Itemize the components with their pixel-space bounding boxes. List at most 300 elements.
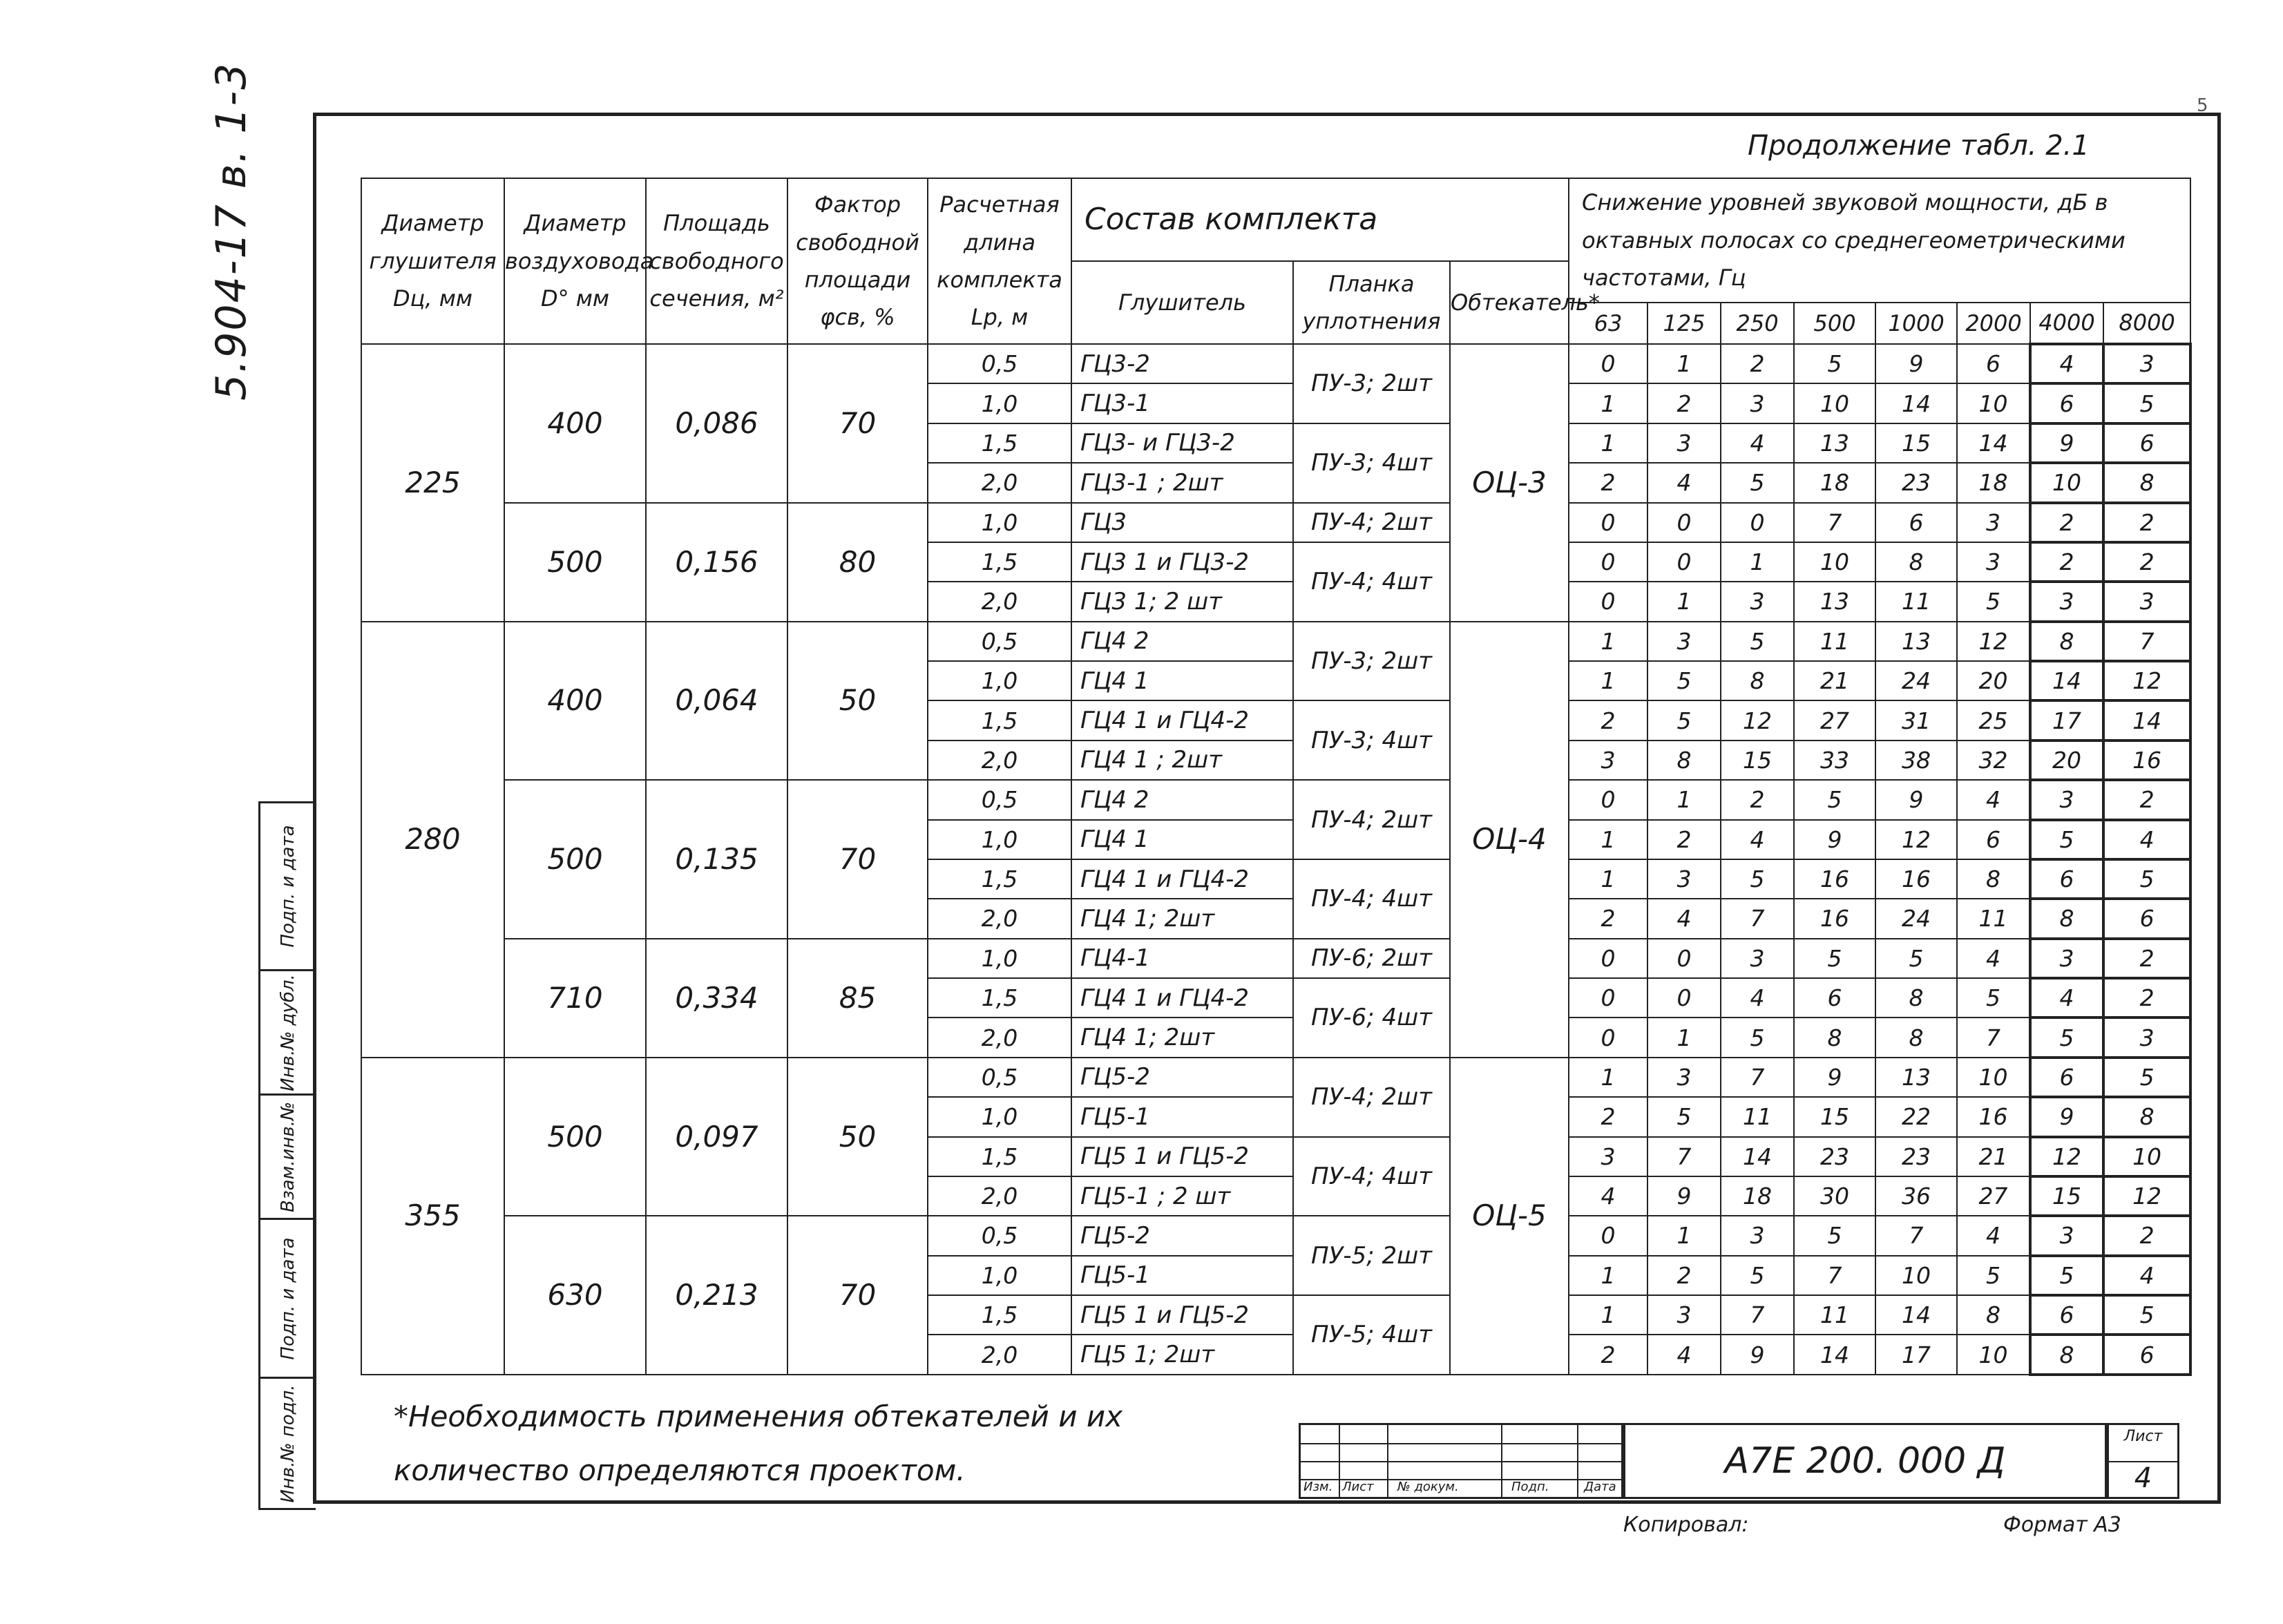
silencer-diameter-cell: 280 xyxy=(361,622,504,1058)
title-block-grid xyxy=(1299,1423,1623,1499)
reduction-cell-500: 7 xyxy=(1794,503,1875,542)
duct-diameter-cell: 500 xyxy=(504,780,646,939)
reduction-cell-500: 16 xyxy=(1794,899,1875,938)
freq-63: 63 xyxy=(1569,303,1647,344)
silencer-diameter-cell: 225 xyxy=(361,344,504,622)
silencer-cell: ГЦ3 xyxy=(1071,503,1293,542)
length-cell: 1,0 xyxy=(928,503,1071,542)
silencer-cell: ГЦ4 1 и ГЦ4-2 xyxy=(1071,859,1293,899)
plate-cell: ПУ-3; 2шт xyxy=(1293,622,1450,701)
reduction-cell-63: 2 xyxy=(1569,463,1647,502)
reduction-cell-63: 1 xyxy=(1569,423,1647,463)
reduction-cell-1000: 17 xyxy=(1875,1335,1957,1374)
reduction-cell-125: 3 xyxy=(1647,1295,1721,1335)
reduction-cell-1000: 15 xyxy=(1875,423,1957,463)
reduction-cell-125: 3 xyxy=(1647,423,1721,463)
reduction-cell-8000: 5 xyxy=(2103,859,2190,899)
sheet-code: 5.904-17 в. 1-3 xyxy=(207,61,256,401)
length-cell: 2,0 xyxy=(928,899,1071,938)
reduction-cell-8000: 3 xyxy=(2103,1018,2190,1057)
reduction-cell-4000: 14 xyxy=(2030,661,2103,700)
reduction-cell-250: 5 xyxy=(1721,622,1794,661)
side-cell-signature-date-2: Подп. и дата xyxy=(278,825,298,948)
plate-cell: ПУ-5; 4шт xyxy=(1293,1295,1450,1375)
reduction-cell-125: 5 xyxy=(1647,1097,1721,1136)
reduction-cell-1000: 22 xyxy=(1875,1097,1957,1136)
reduction-cell-4000: 3 xyxy=(2030,780,2103,819)
reduction-cell-2000: 20 xyxy=(1957,661,2030,700)
silencer-diameter-cell: 355 xyxy=(361,1058,504,1375)
plate-cell: ПУ-4; 4шт xyxy=(1293,1137,1450,1216)
reduction-cell-4000: 2 xyxy=(2030,542,2103,582)
silencer-cell: ГЦ5-1 xyxy=(1071,1256,1293,1295)
silencer-cell: ГЦ5-2 xyxy=(1071,1216,1293,1255)
reduction-cell-125: 2 xyxy=(1647,383,1721,423)
length-cell: 2,0 xyxy=(928,1335,1071,1374)
reduction-cell-125: 1 xyxy=(1647,582,1721,621)
reduction-cell-2000: 16 xyxy=(1957,1097,2030,1136)
reduction-cell-250: 12 xyxy=(1721,700,1794,740)
reduction-cell-4000: 12 xyxy=(2030,1137,2103,1176)
free-area-cell: 0,156 xyxy=(646,503,787,622)
table-row xyxy=(361,503,2190,542)
reduction-cell-63: 0 xyxy=(1569,1216,1647,1255)
footnote-line-2: количество определяются проектом. xyxy=(394,1453,966,1487)
footnote xyxy=(394,1390,1123,1498)
reduction-cell-63: 0 xyxy=(1569,542,1647,582)
reduction-cell-250: 15 xyxy=(1721,741,1794,780)
reduction-cell-1000: 24 xyxy=(1875,661,1957,700)
free-area-factor-cell: 50 xyxy=(787,622,928,781)
free-area-cell: 0,135 xyxy=(646,780,787,939)
reduction-cell-500: 5 xyxy=(1794,939,1875,978)
reduction-cell-250: 0 xyxy=(1721,503,1794,542)
free-area-factor-cell: 50 xyxy=(787,1058,928,1216)
reduction-cell-250: 3 xyxy=(1721,383,1794,423)
free-area-factor-cell: 85 xyxy=(787,939,928,1058)
duct-diameter-cell: 710 xyxy=(504,939,646,1058)
header-plate: Планка уплотнения xyxy=(1293,261,1450,344)
reduction-cell-500: 10 xyxy=(1794,542,1875,582)
reduction-cell-63: 2 xyxy=(1569,1097,1647,1136)
length-cell: 0,5 xyxy=(928,622,1071,661)
length-cell: 2,0 xyxy=(928,1018,1071,1057)
reduction-cell-125: 2 xyxy=(1647,820,1721,859)
reduction-cell-8000: 2 xyxy=(2103,1216,2190,1255)
stamp-col-date: Дата xyxy=(1584,1480,1616,1494)
table-row xyxy=(361,939,2190,978)
length-cell: 1,5 xyxy=(928,859,1071,899)
free-area-factor-cell: 70 xyxy=(787,780,928,939)
duct-diameter-cell: 400 xyxy=(504,344,646,503)
reduction-cell-4000: 3 xyxy=(2030,1216,2103,1255)
freq-8000: 8000 xyxy=(2103,303,2190,344)
freq-4000: 4000 xyxy=(2030,303,2103,344)
silencer-cell: ГЦ4 1; 2шт xyxy=(1071,899,1293,938)
plate-cell: ПУ-4; 4шт xyxy=(1293,859,1450,939)
header-fairing: Обтекатель* xyxy=(1450,261,1569,344)
reduction-cell-2000: 32 xyxy=(1957,741,2030,780)
reduction-cell-63: 0 xyxy=(1569,503,1647,542)
reduction-cell-500: 6 xyxy=(1794,978,1875,1018)
reduction-cell-125: 5 xyxy=(1647,661,1721,700)
side-cell-signature-date: Подп. и дата xyxy=(260,1218,316,1377)
plate-cell: ПУ-4; 2шт xyxy=(1293,1058,1450,1137)
reduction-cell-4000: 17 xyxy=(2030,700,2103,740)
silencer-cell: ГЦ3-2 xyxy=(1071,344,1293,383)
silencer-cell: ГЦ3 1 и ГЦ3-2 xyxy=(1071,542,1293,582)
silencer-cell: ГЦ3 1; 2 шт xyxy=(1071,582,1293,621)
reduction-cell-4000: 2 xyxy=(2030,503,2103,542)
length-cell: 0,5 xyxy=(928,1058,1071,1097)
reduction-cell-1000: 5 xyxy=(1875,939,1957,978)
reduction-cell-125: 1 xyxy=(1647,344,1721,383)
stamp-col-change: Изм. xyxy=(1303,1480,1333,1494)
reduction-cell-63: 4 xyxy=(1569,1176,1647,1216)
reduction-cell-8000: 5 xyxy=(2103,383,2190,423)
reduction-cell-4000: 8 xyxy=(2030,622,2103,661)
length-cell: 2,0 xyxy=(928,1176,1071,1216)
plate-cell: ПУ-4; 2шт xyxy=(1293,503,1450,542)
plate-cell: ПУ-5; 2шт xyxy=(1293,1216,1450,1295)
plate-cell: ПУ-3; 2шт xyxy=(1293,344,1450,423)
reduction-cell-125: 5 xyxy=(1647,700,1721,740)
reduction-cell-8000: 5 xyxy=(2103,1295,2190,1335)
reduction-cell-4000: 3 xyxy=(2030,582,2103,621)
free-area-factor-cell: 70 xyxy=(787,344,928,503)
reduction-cell-125: 0 xyxy=(1647,939,1721,978)
reduction-cell-8000: 4 xyxy=(2103,820,2190,859)
reduction-cell-250: 5 xyxy=(1721,859,1794,899)
reduction-cell-4000: 3 xyxy=(2030,939,2103,978)
header-duct-diameter: Диаметр воздуховода D° мм xyxy=(504,178,646,344)
freq-500: 500 xyxy=(1794,303,1875,344)
plate-cell: ПУ-3; 4шт xyxy=(1293,423,1450,503)
reduction-cell-250: 11 xyxy=(1721,1097,1794,1136)
silencer-cell: ГЦ5 1 и ГЦ5-2 xyxy=(1071,1295,1293,1335)
reduction-cell-2000: 5 xyxy=(1957,1256,2030,1295)
reduction-cell-500: 21 xyxy=(1794,661,1875,700)
reduction-cell-1000: 12 xyxy=(1875,820,1957,859)
free-area-cell: 0,097 xyxy=(646,1058,787,1216)
reduction-cell-250: 5 xyxy=(1721,1018,1794,1057)
reduction-cell-2000: 3 xyxy=(1957,542,2030,582)
reduction-cell-500: 5 xyxy=(1794,1216,1875,1255)
fairing-cell: ОЦ-5 xyxy=(1450,1058,1569,1375)
reduction-cell-8000: 10 xyxy=(2103,1137,2190,1176)
reduction-cell-1000: 8 xyxy=(1875,542,1957,582)
header-free-area: Площадь свободного сечения, м² xyxy=(646,178,787,344)
length-cell: 1,0 xyxy=(928,661,1071,700)
footnote-line-1: *Необходимость применения обтекателей и их xyxy=(394,1399,1123,1433)
reduction-cell-63: 1 xyxy=(1569,1256,1647,1295)
reduction-cell-63: 1 xyxy=(1569,1058,1647,1097)
reduction-cell-250: 1 xyxy=(1721,542,1794,582)
reduction-cell-2000: 14 xyxy=(1957,423,2030,463)
reduction-cell-500: 5 xyxy=(1794,344,1875,383)
reduction-cell-8000: 8 xyxy=(2103,463,2190,502)
freq-250: 250 xyxy=(1721,303,1794,344)
length-cell: 1,5 xyxy=(928,423,1071,463)
header-kit: Состав комплекта xyxy=(1071,178,1569,261)
side-cell-orig-inv: Инв.№ подл. xyxy=(260,1377,316,1508)
side-cell-replace-inv: Взам.инв.№ xyxy=(260,1093,316,1218)
silencer-cell: ГЦ4 1 ; 2шт xyxy=(1071,741,1293,780)
freq-2000: 2000 xyxy=(1957,303,2030,344)
reduction-cell-1000: 9 xyxy=(1875,780,1957,819)
length-cell: 1,5 xyxy=(928,700,1071,740)
reduction-cell-63: 3 xyxy=(1569,1137,1647,1176)
length-cell: 1,5 xyxy=(928,978,1071,1018)
side-cell-dup-inv: Инв.№ дубл. xyxy=(260,969,316,1093)
reduction-cell-1000: 13 xyxy=(1875,1058,1957,1097)
silencer-cell: ГЦ4 1 xyxy=(1071,820,1293,859)
reduction-cell-4000: 6 xyxy=(2030,383,2103,423)
reduction-cell-1000: 10 xyxy=(1875,1256,1957,1295)
length-cell: 1,0 xyxy=(928,383,1071,423)
reduction-cell-8000: 3 xyxy=(2103,344,2190,383)
freq-1000: 1000 xyxy=(1875,303,1957,344)
document-code: А7Е 200. 000 Д xyxy=(1623,1423,2107,1499)
free-area-cell: 0,086 xyxy=(646,344,787,503)
reduction-cell-500: 13 xyxy=(1794,423,1875,463)
reduction-cell-500: 33 xyxy=(1794,741,1875,780)
table-title: Продолжение табл. 2.1 xyxy=(1748,130,2090,162)
reduction-cell-4000: 4 xyxy=(2030,344,2103,383)
reduction-cell-125: 8 xyxy=(1647,741,1721,780)
reduction-cell-125: 9 xyxy=(1647,1176,1721,1216)
duct-diameter-cell: 500 xyxy=(504,1058,646,1216)
reduction-cell-1000: 7 xyxy=(1875,1216,1957,1255)
sheet-number-box xyxy=(2107,1423,2179,1499)
corner-mark: 5 xyxy=(2197,95,2208,116)
reduction-cell-63: 0 xyxy=(1569,1018,1647,1057)
silencer-cell: ГЦ4 2 xyxy=(1071,780,1293,819)
reduction-cell-125: 1 xyxy=(1647,780,1721,819)
reduction-cell-63: 0 xyxy=(1569,780,1647,819)
reduction-cell-1000: 14 xyxy=(1875,383,1957,423)
reduction-cell-250: 3 xyxy=(1721,582,1794,621)
reduction-cell-250: 3 xyxy=(1721,1216,1794,1255)
reduction-cell-125: 4 xyxy=(1647,1335,1721,1374)
reduction-cell-8000: 6 xyxy=(2103,899,2190,938)
reduction-cell-250: 9 xyxy=(1721,1335,1794,1374)
plate-cell: ПУ-3; 4шт xyxy=(1293,700,1450,780)
reduction-cell-2000: 4 xyxy=(1957,780,2030,819)
stamp-col-sign: Подп. xyxy=(1511,1480,1549,1494)
silencer-cell: ГЦ4 1; 2шт xyxy=(1071,1018,1293,1057)
silencer-cell: ГЦ4 1 xyxy=(1071,661,1293,700)
reduction-cell-1000: 24 xyxy=(1875,899,1957,938)
reduction-cell-4000: 6 xyxy=(2030,859,2103,899)
plate-cell: ПУ-6; 2шт xyxy=(1293,939,1450,978)
title-block xyxy=(1299,1423,2179,1499)
duct-diameter-cell: 500 xyxy=(504,503,646,622)
plate-cell: ПУ-6; 4шт xyxy=(1293,978,1450,1058)
reduction-cell-2000: 8 xyxy=(1957,1295,2030,1335)
silencer-cell: ГЦ4 1 и ГЦ4-2 xyxy=(1071,978,1293,1018)
reduction-cell-2000: 25 xyxy=(1957,700,2030,740)
reduction-cell-500: 13 xyxy=(1794,582,1875,621)
reduction-cell-8000: 2 xyxy=(2103,542,2190,582)
reduction-cell-8000: 2 xyxy=(2103,503,2190,542)
silencer-cell: ГЦ5 1 и ГЦ5-2 xyxy=(1071,1137,1293,1176)
reduction-cell-4000: 6 xyxy=(2030,1058,2103,1097)
reduction-cell-4000: 5 xyxy=(2030,1256,2103,1295)
reduction-cell-250: 2 xyxy=(1721,780,1794,819)
reduction-cell-2000: 6 xyxy=(1957,820,2030,859)
header-design-length: Расчетная длина комплекта Lр, м xyxy=(928,178,1071,344)
silencer-cell: ГЦ3-1 ; 2шт xyxy=(1071,463,1293,502)
reduction-cell-63: 2 xyxy=(1569,1335,1647,1374)
reduction-cell-2000: 18 xyxy=(1957,463,2030,502)
table-row xyxy=(361,622,2190,661)
reduction-cell-8000: 12 xyxy=(2103,661,2190,700)
reduction-cell-63: 1 xyxy=(1569,383,1647,423)
plate-cell: ПУ-4; 4шт xyxy=(1293,542,1450,622)
reduction-cell-8000: 3 xyxy=(2103,582,2190,621)
reduction-cell-8000: 8 xyxy=(2103,1097,2190,1136)
reduction-cell-2000: 4 xyxy=(1957,939,2030,978)
reduction-cell-2000: 11 xyxy=(1957,899,2030,938)
fairing-cell: ОЦ-3 xyxy=(1450,344,1569,622)
reduction-cell-4000: 10 xyxy=(2030,463,2103,502)
reduction-cell-125: 0 xyxy=(1647,542,1721,582)
reduction-cell-1000: 14 xyxy=(1875,1295,1957,1335)
reduction-cell-1000: 9 xyxy=(1875,344,1957,383)
reduction-cell-63: 1 xyxy=(1569,820,1647,859)
table-row xyxy=(361,344,2190,383)
reduction-cell-8000: 16 xyxy=(2103,741,2190,780)
reduction-cell-4000: 6 xyxy=(2030,1295,2103,1335)
reduction-cell-2000: 10 xyxy=(1957,1335,2030,1374)
reduction-cell-8000: 2 xyxy=(2103,939,2190,978)
reduction-cell-63: 3 xyxy=(1569,741,1647,780)
reduction-cell-2000: 27 xyxy=(1957,1176,2030,1216)
reduction-cell-63: 0 xyxy=(1569,344,1647,383)
stamp-col-doc: № докум. xyxy=(1397,1480,1459,1494)
data-table xyxy=(361,178,2192,1376)
reduction-cell-2000: 10 xyxy=(1957,1058,2030,1097)
reduction-cell-125: 0 xyxy=(1647,503,1721,542)
table-row xyxy=(361,1216,2190,1255)
length-cell: 1,5 xyxy=(928,1295,1071,1335)
reduction-cell-250: 7 xyxy=(1721,1058,1794,1097)
reduction-cell-500: 9 xyxy=(1794,820,1875,859)
reduction-cell-1000: 8 xyxy=(1875,1018,1957,1057)
length-cell: 1,5 xyxy=(928,1137,1071,1176)
table-row xyxy=(361,780,2190,819)
reduction-cell-500: 10 xyxy=(1794,383,1875,423)
reduction-cell-125: 3 xyxy=(1647,859,1721,899)
reduction-cell-4000: 9 xyxy=(2030,1097,2103,1136)
reduction-cell-125: 3 xyxy=(1647,622,1721,661)
reduction-cell-250: 14 xyxy=(1721,1137,1794,1176)
reduction-cell-63: 2 xyxy=(1569,899,1647,938)
header-silencer: Глушитель xyxy=(1071,261,1293,344)
reduction-cell-2000: 7 xyxy=(1957,1018,2030,1057)
length-cell: 2,0 xyxy=(928,582,1071,621)
silencer-cell: ГЦ5-1 xyxy=(1071,1097,1293,1136)
free-area-cell: 0,064 xyxy=(646,622,787,781)
reduction-cell-500: 30 xyxy=(1794,1176,1875,1216)
reduction-cell-125: 7 xyxy=(1647,1137,1721,1176)
reduction-cell-8000: 7 xyxy=(2103,622,2190,661)
reduction-cell-250: 8 xyxy=(1721,661,1794,700)
reduction-cell-63: 0 xyxy=(1569,939,1647,978)
reduction-cell-250: 2 xyxy=(1721,344,1794,383)
reduction-cell-8000: 2 xyxy=(2103,780,2190,819)
reduction-cell-125: 0 xyxy=(1647,978,1721,1018)
reduction-cell-1000: 38 xyxy=(1875,741,1957,780)
reduction-cell-63: 1 xyxy=(1569,661,1647,700)
fairing-cell: ОЦ-4 xyxy=(1450,622,1569,1058)
silencer-cell: ГЦ5 1; 2шт xyxy=(1071,1335,1293,1374)
silencer-cell: ГЦ3-1 xyxy=(1071,383,1293,423)
reduction-cell-4000: 5 xyxy=(2030,820,2103,859)
paper-format: Формат А3 xyxy=(2003,1513,2121,1537)
reduction-cell-8000: 2 xyxy=(2103,978,2190,1018)
reduction-cell-8000: 6 xyxy=(2103,423,2190,463)
length-cell: 1,0 xyxy=(928,820,1071,859)
reduction-cell-4000: 5 xyxy=(2030,1018,2103,1057)
reduction-cell-500: 16 xyxy=(1794,859,1875,899)
reduction-cell-250: 18 xyxy=(1721,1176,1794,1216)
reduction-cell-500: 14 xyxy=(1794,1335,1875,1374)
reduction-cell-500: 18 xyxy=(1794,463,1875,502)
length-cell: 0,5 xyxy=(928,780,1071,819)
reduction-cell-2000: 10 xyxy=(1957,383,2030,423)
reduction-cell-8000: 5 xyxy=(2103,1058,2190,1097)
reduction-cell-1000: 8 xyxy=(1875,978,1957,1018)
duct-diameter-cell: 400 xyxy=(504,622,646,781)
reduction-cell-125: 3 xyxy=(1647,1058,1721,1097)
reduction-cell-2000: 5 xyxy=(1957,978,2030,1018)
reduction-cell-500: 27 xyxy=(1794,700,1875,740)
silencer-cell: ГЦ5-2 xyxy=(1071,1058,1293,1097)
copied-by: Копировал: xyxy=(1623,1513,1749,1537)
reduction-cell-1000: 13 xyxy=(1875,622,1957,661)
reduction-cell-250: 4 xyxy=(1721,978,1794,1018)
header-free-area-factor: Фактор свободной площади φсв, % xyxy=(787,178,928,344)
side-stamp xyxy=(258,801,316,1510)
sheet-number: 4 xyxy=(2109,1461,2177,1494)
reduction-cell-1000: 23 xyxy=(1875,1137,1957,1176)
sheet-label: Лист xyxy=(2123,1428,2163,1445)
free-area-factor-cell: 80 xyxy=(787,503,928,622)
reduction-cell-125: 1 xyxy=(1647,1018,1721,1057)
length-cell: 1,5 xyxy=(928,542,1071,582)
reduction-cell-1000: 16 xyxy=(1875,859,1957,899)
reduction-cell-1000: 6 xyxy=(1875,503,1957,542)
reduction-cell-125: 1 xyxy=(1647,1216,1721,1255)
reduction-cell-63: 1 xyxy=(1569,1295,1647,1335)
silencer-cell: ГЦ4 1 и ГЦ4-2 xyxy=(1071,700,1293,740)
reduction-cell-63: 1 xyxy=(1569,622,1647,661)
reduction-cell-4000: 20 xyxy=(2030,741,2103,780)
plate-cell: ПУ-4; 2шт xyxy=(1293,780,1450,859)
length-cell: 0,5 xyxy=(928,344,1071,383)
length-cell: 0,5 xyxy=(928,1216,1071,1255)
reduction-cell-8000: 4 xyxy=(2103,1256,2190,1295)
reduction-cell-4000: 9 xyxy=(2030,423,2103,463)
silencer-cell: ГЦ4-1 xyxy=(1071,939,1293,978)
free-area-cell: 0,213 xyxy=(646,1216,787,1375)
reduction-cell-125: 4 xyxy=(1647,899,1721,938)
reduction-cell-2000: 6 xyxy=(1957,344,2030,383)
reduction-cell-250: 5 xyxy=(1721,1256,1794,1295)
table-row xyxy=(361,1058,2190,1097)
